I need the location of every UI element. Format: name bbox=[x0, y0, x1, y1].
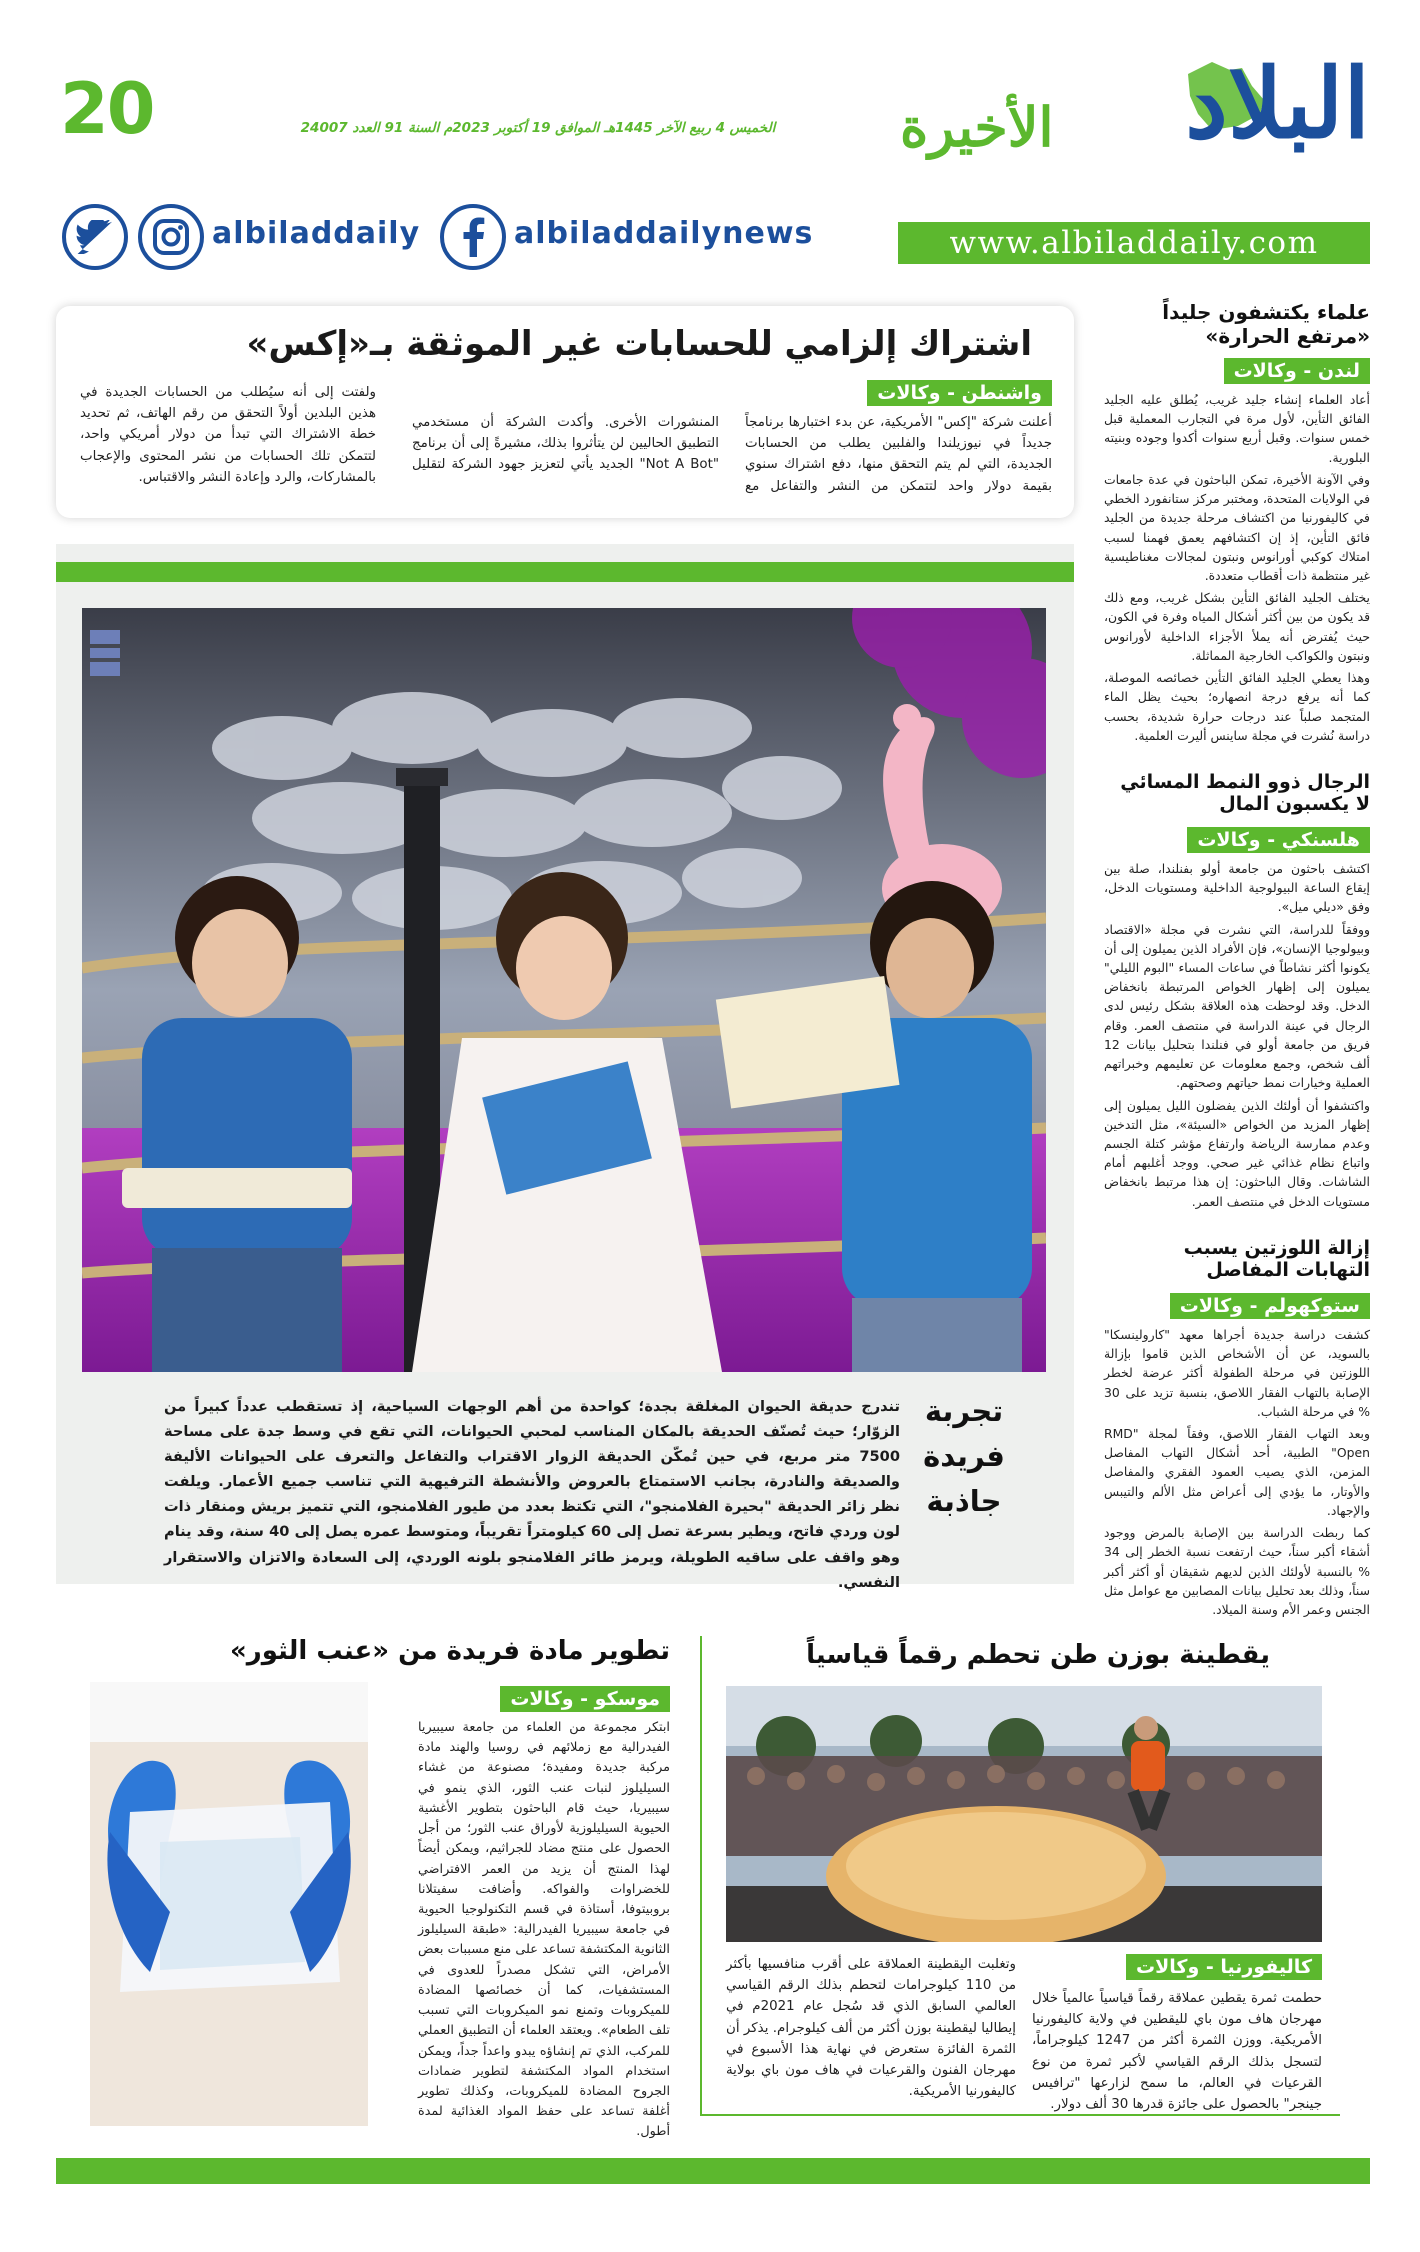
sidebar-article-1-dateline: لندن - وكالات bbox=[1224, 358, 1370, 384]
date-line: الخميس 4 ربيع الآخر 1445هـ الموافق 19 أكتوبر 2023م السنة 91 العدد 24007 bbox=[300, 120, 776, 136]
sidebar-article-2-title[interactable]: الرجال ذوو النمط المسائي لا يكسبون المال bbox=[1120, 770, 1370, 815]
paragraph: كما ربطت الدراسة بين الإصابة بالمرض ووجود أشقاء أكبر سناً، حيث ارتفعت نسبة الخطر إلى 34 % بالنسبة لأولئك الذين لديهم شقيقان أو أكثر أكبر سناً، وذلك بعد تحليل بيانات المصابين مع عوامل مثل الجنس وعمر الأم وسنة الميلاد. bbox=[1104, 1525, 1370, 1617]
cellulose-headline[interactable]: تطوير مادة فريدة من «عنب الثور» bbox=[229, 1636, 670, 1666]
giant-pumpkin-photo[interactable] bbox=[726, 1686, 1322, 1942]
photo-watermark-logo bbox=[90, 630, 120, 676]
sidebar-article-1-body bbox=[1104, 390, 1370, 745]
newspaper-logo[interactable] bbox=[900, 47, 1370, 176]
lead-dateline: واشنطن - وكالات bbox=[867, 380, 1052, 406]
paragraph: وفي الآونة الأخيرة، تمكن الباحثون في عدة جامعات في الولايات المتحدة، ومختبر مركز ستانفورد الخطي في كاليفورنيا من اكتشاف مرحلة جديدة من الجليد فائق التأين، إذ إن اكتشافهم يعمق فهمنا لسبب امتلاك كوكبي أورانوس ونبتون لمجالات مغناطيسية غير منتظمة ذات أقطاب متعددة. bbox=[1104, 471, 1370, 583]
sidebar-article-3-title[interactable]: إزالة اللوزتين يسبب التهابات المفاصل bbox=[1183, 1236, 1370, 1281]
feature-caption: تندرج حديقة الحيوان المغلقة بجدة؛ كواحدة من أهم الوجهات السياحية، إذ تستقطب عدداً كبيراً من الزوّار؛ حيث تُصنّف الحديقة بالمكان المناسب لمحبي الحيوانات، التي تقع في وسط جدة على مساحة 7500 متر مربع، في حين تُمكّن الحديقة الزوار الاقتراب والتفاعل والتعرف على الحيوانات الأليفة والصديقة والنادرة، بجانب الاستمتاع بالعروض والأنشطة الترفيهية التي تناسب جميع الأعمار. ويلفت نظر زائر الحديقة "بحيرة الفلامنجو"، التي تكتظ بعدد من طيور الفلامنجو، التي تتميز بريش ومنقار ذات لون وردي فاتح، ويطير بسرعة تصل إلى 60 كيلومتراً تقريباً، ومتوسط عمره يصل إلى 40 سنة، وقد ينام وهو واقف على ساقيه الطويلة، ويرمز طائر الفلامنجو بلونه الوردي، إلى السعادة والاتزان والاستقرار النفسي. bbox=[164, 1398, 900, 1591]
pumpkin-headline[interactable]: يقطينة بوزن طن تحطم رقماً قياسياً bbox=[806, 1640, 1270, 1670]
feature-side-title bbox=[904, 1389, 1024, 1524]
pumpkin-body-left: وتغلبت اليقطينة العملاقة على أقرب منافسيها بأكثر من 110 كيلوجرامات لتحطم بذلك الرقم القياسي العالمي السابق الذي قد سُجل عام 2021م في إيطاليا ليقطينة بوزن أكثر من ألف كيلوجرام. يذكر أن الثمرة الفائزة ستعرض في نهاية هذا الأسبوع في مهرجان الفنون والقرعيات في هاف مون باي بولاية كاليفورنيا الأمريكية. bbox=[726, 1957, 1017, 2100]
zoo-children-photo[interactable] bbox=[82, 608, 1046, 1372]
cellulose-dateline: موسكو - وكالات bbox=[500, 1686, 670, 1712]
pumpkin-dateline: كاليفورنيا - وكالات bbox=[1126, 1954, 1322, 1980]
sidebar-article-3-dateline: ستوكهولم - وكالات bbox=[1170, 1293, 1370, 1319]
feature-title-line: فريدة bbox=[923, 1438, 1005, 1473]
logo-sub-text: الأخيرة bbox=[900, 95, 1054, 159]
pumpkin-story bbox=[700, 1636, 1340, 2116]
footer-bar bbox=[56, 2158, 1370, 2184]
feature-block bbox=[56, 544, 1074, 1591]
paragraph: وهذا يعطي الجليد الفائق التأين خصائصه الموصلة، كما أنه يرفع درجة انصهاره؛ بحيث يظل الماء المتجمد صلباً عند درجات حرارة شديدة، بحسب دراسة نُشرت في مجلة ساينس أليرت العلمية. bbox=[1104, 670, 1370, 743]
logo-main-text: البلاد bbox=[1185, 47, 1370, 160]
sidebar-article-1-title[interactable]: علماء يكتشفون جليداً «مرتفع الحرارة» bbox=[1162, 300, 1370, 348]
instagram-icon[interactable] bbox=[138, 204, 204, 270]
lead-headline[interactable]: اشتراك إلزامي للحسابات غير الموثقة بـ«إكس» bbox=[246, 324, 1032, 364]
cellulose-body: ابتكر مجموعة من العلماء من جامعة سيبيريا الفيدرالية مع زملائهم في روسيا والهند مادة مركبة جديدة ومفيدة؛ مصنوعة من غشاء السيليلوز لنبات عنب الثور، الذي ينمو في سيبيريا، حيث قام الباحثون بتطوير الأغشية الحيوية السيليلوزية لأوراق عنب الثور؛ من أجل الحصول على منتج مضاد للجراثيم، ويمكن أيضاً لهذا المنتج أن يزيد من العمر الافتراضي للخضراوات والفواكه. وأضافت سفيتلانا بروبيتوفا، أستاذة في قسم التكنولوجيا الحيوية في جامعة سيبيريا الفيدرالية: «طبقة السيليلوز الثانوية المكتشفة تساعد على منع مسببات بعض الأمراض، التي تشكل مصدراً للعدوى في المستشفيات، كما أن خصائصها المضادة للميكروبات وتمنع نمو الميكروبات التي تسبب تلف الطعام». ويعتقد العلماء أن التطبيق العملي للمركب، الذي تم إنشاؤه يبدو واعداً جداً، ويمكن استخدام المواد المكتشفة لتطوير ضمادات الجروح المضادة للميكروبات، وكذلك تطوير أغلفة تساعد على حفظ المواد الغذائية لمدة أطول. bbox=[418, 1720, 670, 2140]
paragraph: اكتشف باحثون من جامعة أولو بفنلندا، صلة بين إيقاع الساعة البيولوجية الداخلية ومستويات الدخل، وفق «ديلي ميل». bbox=[1104, 860, 1370, 915]
paragraph: وبعد التهاب الفقار اللاصق، وفقاً لمجلة "RMD Open" الطبية، أحد أشكال التهاب المفاصل المزمن، الذي يصيب العمود الفقري والمفاصل والأوتار، ما يؤدي إلى أعراض مثل الألم والتيبس والإجهاد. bbox=[1104, 1425, 1370, 1518]
lead-body-secondary: ولفتت إلى أنه سيُطلب من الحسابات الجديدة في هذين البلدين أولاً التحقق من رقم الهاتف، ثم تحديد خطة الاشتراك التي تبدأ من دولار أمريكي واحد، لتتمكن تلك الحسابات من نشر المحتوى والإعجاب بالمشاركات، والرد وإعادة النشر والاقتباس. bbox=[80, 385, 376, 485]
pumpkin-body-right: حطمت ثمرة يقطين عملاقة رقماً قياسياً عالمياً خلال مهرجان هاف مون باي لليقطين في ولاية كاليفورنيا الأمريكية. ووزن الثمرة أكثر من 1247 كيلوجراماً، لتسجل بذلك الرقم القياسي لأكبر ثمرة من نوع القرعيات في العالم، ما سمح لزارعها "ترافيس جينجر" بالحصول على جائزة قدرها 30 ألف دولار. bbox=[1032, 1991, 1322, 2112]
website-url[interactable]: www.albiladdaily.com bbox=[898, 222, 1370, 264]
cellulose-story bbox=[90, 1636, 670, 2140]
social-handle-twitter-instagram[interactable]: albiladdaily bbox=[212, 216, 421, 251]
feature-title-line: تجربة bbox=[924, 1394, 1004, 1428]
feature-title-line: جاذبة bbox=[926, 1483, 1002, 1518]
page-number: 20 bbox=[60, 68, 154, 150]
paragraph: يختلف الجليد الفائق التأين بشكل غريب، ومع ذلك قد يكون من بين أكثر أشكال المياه وفرة في الكون، حيث يُفترض أنه يملأ الأجزاء الداخلية لأورانوس ونبتون والكواكب الخارجية المماثلة. bbox=[1104, 590, 1370, 663]
paragraph: أعاد العلماء إنشاء جليد غريب، يُطلق عليه الجليد الفائق التأين، لأول مرة في التجارب المعملية قبل خمس سنوات. وقبل أربع سنوات أكدوا وجوده وبنيته البلورية. bbox=[1104, 392, 1370, 465]
paragraph: كشفت دراسة جديدة أجراها معهد "كارولينسكا" بالسويد، عن أن الأشخاص الذين قاموا بإزالة اللوزتين في مرحلة الطفولة أكثر عرضة لخطر الإصابة بالتهاب الفقار اللاصق، بنسبة تزيد على 30 % في مرحلة الشباب. bbox=[1104, 1326, 1370, 1419]
lead-story-card bbox=[56, 306, 1074, 518]
sidebar bbox=[1104, 300, 1370, 1617]
sidebar-article-3-body bbox=[1104, 1325, 1370, 1619]
paragraph: ووفقاً للدراسة، التي نشرت في مجلة «الاقتصاد وبيولوجيا الإنسان»، فإن الأفراد الذين يميلون إلى أن يكونوا أكثر نشاطاً في ساعات المساء "البوم الليلي" يميلون إلى إظهار الخواص المرتبطة بانخفاض الدخل. وقد لوحظت هذه العلاقة بشكل رئيس لدى الرجال في عينة الدراسة في منتصف العمر. وقام فريق من جامعة أولو في فنلندا بتحليل بيانات 12 ألف شخص، وجمع معلومات عن تعليمهم وخبراتهم العملية وخيارات نمط حياتهم وصحتهم. bbox=[1104, 921, 1370, 1091]
lead-body-main: أعلنت شركة "إكس" الأمريكية، عن بدء اختبارها برنامجاً جديداً في نيوزيلندا والفلبين يطلب من الحسابات الجديدة، التي لم يتم التحقق منها، دفع اشتراك سنوي بقيمة دولار واحد لتتمكن من النشر والتفاعل مع المنشورات الأخرى. وأكدت الشركة أن مستخدمي التطبيق الحاليين لن يتأثروا بذلك، مشيرةً إلى أن برنامج "Not A Bot" الجديد يأتي لتعزيز جهود الشركة لتقليل bbox=[412, 415, 1052, 494]
sidebar-article-2-dateline: هلسنكي - وكالات bbox=[1187, 827, 1370, 853]
facebook-icon[interactable] bbox=[440, 204, 506, 270]
sidebar-article-2-body bbox=[1104, 859, 1370, 1211]
feature-top-bar bbox=[56, 562, 1074, 582]
twitter-icon[interactable] bbox=[62, 204, 128, 270]
paragraph: واكتشفوا أن أولئك الذين يفضلون الليل يميلون إلى إظهار المزيد من الخواص «السيئة»، مثل التدخين وعدم ممارسة الرياضة وارتفاع مؤشر كتلة الجسم واتباع نظام غذائي غير صحي. ووجد أغلبهم أمام الشاشات. وقال الباحثون: إن هذا مرتبط بانخفاض مستويات الدخل في منتصف العمر. bbox=[1104, 1097, 1370, 1209]
social-handle-facebook[interactable]: albiladdailynews bbox=[514, 216, 814, 251]
cellulose-film-photo[interactable] bbox=[90, 1682, 368, 2126]
